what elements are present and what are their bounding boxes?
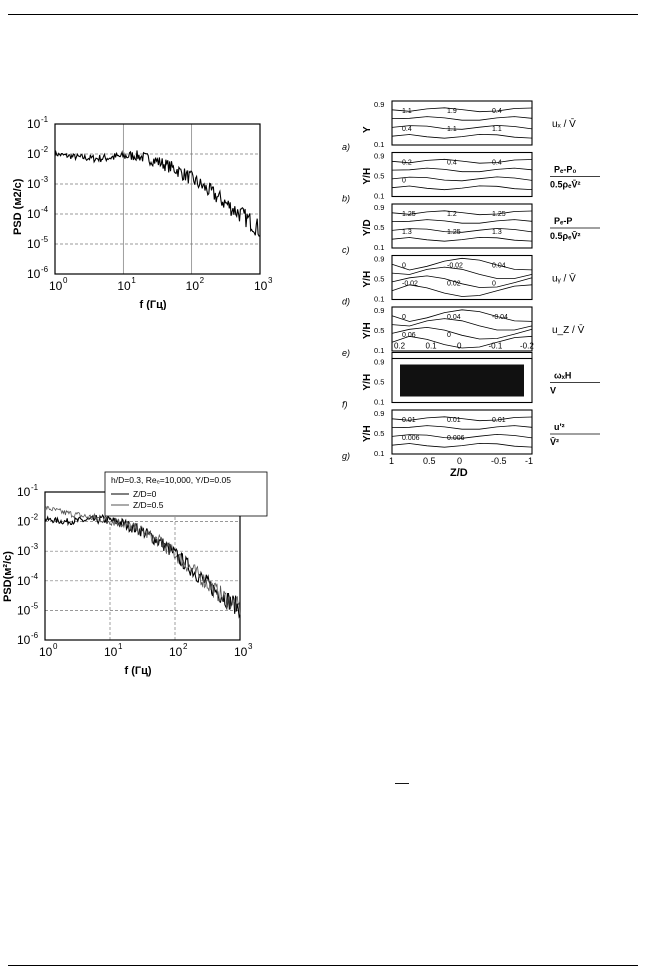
x-tick-exponent: 0	[63, 276, 68, 285]
contour-line	[392, 237, 532, 241]
y-tick-label: 10	[17, 603, 31, 618]
x-tick-exponent: 3	[248, 642, 253, 651]
panel-a	[342, 100, 576, 152]
x-axis-label: f (Гц)	[124, 665, 152, 677]
header-rule	[8, 14, 638, 15]
panel-quantity-denominator: 0.5ρₑV̄²	[550, 231, 581, 241]
x-tick-label: 10	[39, 645, 53, 659]
y-tick-exponent: -6	[41, 265, 49, 274]
panel-top-axis	[392, 353, 532, 359]
contour-line	[392, 108, 532, 112]
contour-level-label: 0.4	[492, 108, 502, 115]
panel-frame	[392, 101, 532, 145]
panel-letter: f)	[342, 399, 348, 410]
y-tick-label: 0.5	[374, 223, 385, 232]
series-line-PSD	[55, 150, 260, 236]
contour-level-label: 0.4	[447, 159, 457, 167]
panel-y-label: Y/H	[362, 270, 373, 288]
contour-level-label: 1.1	[447, 126, 457, 133]
contour-level-label: 0.01	[402, 417, 416, 424]
y-tick-exponent: -1	[31, 483, 39, 492]
contour-level-label: 0.2	[402, 159, 412, 167]
y-tick-label: 0.9	[374, 203, 385, 212]
y-axis-label: PSD(м²/с)	[2, 551, 14, 602]
top-tick-label: -0.2	[520, 341, 534, 351]
top-tick-label: 0	[457, 341, 462, 351]
x-tick-label: 10	[169, 645, 183, 659]
contour-level-label: 0.01	[492, 417, 506, 424]
contour-stack-figure	[330, 95, 600, 510]
panel-quantity-numerator: ωₓH	[554, 370, 572, 381]
psd-chart-bottom	[0, 470, 290, 680]
contour-level-label: 1.9	[447, 108, 457, 115]
contour-line	[392, 117, 532, 121]
panel-letter: b)	[342, 193, 351, 204]
x-tick-label: 10	[234, 645, 248, 659]
legend-entry: Z/D=0	[133, 489, 157, 499]
x-tick-label: 10	[49, 279, 63, 293]
y-tick-exponent: -6	[31, 631, 39, 640]
y-tick-label: 10	[17, 514, 31, 529]
top-tick-label: 0.1	[425, 341, 437, 351]
contour-line	[392, 134, 532, 138]
legend-title: h/D=0.3, Reₑ=10,000, Y/D=0.05	[111, 475, 231, 485]
panel-letter: d)	[342, 296, 351, 307]
y-tick-exponent: -2	[31, 512, 39, 522]
psd-chart-top	[0, 110, 290, 310]
plot-frame	[55, 124, 260, 274]
y-tick-label: 0.5	[374, 377, 385, 387]
panel-quantity-label: uₓ / V̄	[552, 119, 576, 130]
x-tick-exponent: 1	[131, 276, 136, 285]
top-tick-label: 0.2	[394, 341, 406, 351]
y-tick-label: 10	[27, 267, 41, 281]
panel-quantity-denominator: 0.5ρₑV̄²	[550, 179, 581, 190]
contour-level-label: 1.25	[447, 229, 461, 236]
contour-level-label: -0.02	[447, 262, 463, 270]
panel-quantity-numerator: Pₑ-P	[554, 216, 573, 226]
contour-line	[392, 443, 532, 447]
contour-level-label: 0.4	[492, 159, 502, 167]
panel-quantity-numerator: Pₑ-P₀	[554, 164, 577, 175]
contour-level-label: 1.25	[492, 211, 506, 218]
contour-line	[392, 168, 532, 172]
y-tick-label: 10	[27, 147, 41, 161]
panel-y-label: Y/H	[362, 425, 373, 442]
contour-level-label: -0.04	[492, 314, 508, 321]
contour-line	[392, 159, 532, 163]
legend-entry: Z/D=0.5	[133, 500, 164, 510]
y-tick-exponent: -5	[41, 235, 49, 244]
series-line-ZD0	[45, 515, 240, 616]
contour-level-label: 1.3	[402, 229, 412, 236]
contour-level-label: 0.04	[447, 314, 461, 321]
y-tick-label: 0.1	[374, 346, 385, 355]
contour-level-label: 0	[402, 314, 406, 321]
contour-level-label: 1.3	[492, 229, 502, 236]
panel-e	[342, 306, 585, 358]
contour-level-label: 0.006	[402, 435, 420, 442]
footer-rule	[8, 965, 638, 966]
panel-letter: c)	[342, 245, 350, 255]
panel-c	[342, 203, 600, 255]
contour-line	[392, 220, 532, 224]
y-tick-label: 10	[17, 633, 31, 647]
y-tick-exponent: -1	[41, 115, 49, 124]
panel-g	[342, 409, 600, 461]
panel-quantity-label: u_Z / V̄	[552, 325, 585, 336]
y-tick-exponent: -2	[41, 145, 49, 154]
legend	[105, 472, 267, 516]
y-axis-label: PSD (м2/с)	[12, 178, 24, 235]
x-tick-label: 10	[104, 645, 118, 659]
contour-line	[392, 228, 532, 232]
contour-level-label: 0	[402, 177, 406, 185]
contour-level-label: 0.02	[447, 280, 461, 288]
x-axis-label: f (Гц)	[139, 299, 167, 310]
y-tick-label: 0.5	[374, 326, 385, 335]
contour-level-label: 0	[447, 332, 451, 339]
y-tick-label: 10	[27, 177, 41, 191]
y-tick-label: 10	[27, 237, 41, 251]
x-tick-exponent: 2	[183, 642, 188, 651]
y-tick-label: 10	[17, 573, 31, 588]
top-tick-label: -0.1	[488, 341, 503, 351]
x-tick-label: 10	[185, 279, 200, 293]
panel-letter: e)	[342, 348, 351, 358]
panel-frame	[392, 153, 532, 197]
y-tick-exponent: -4	[31, 571, 39, 581]
x-tick-label: -0.5	[491, 456, 507, 466]
x-axis-label: Z/D	[450, 467, 468, 479]
panel-y-label: Y/D	[362, 219, 373, 236]
vorticity-fill	[400, 365, 524, 397]
panel-letter: g)	[342, 451, 351, 461]
y-tick-label: 0.9	[374, 306, 385, 315]
y-tick-label: 0.1	[374, 243, 385, 252]
contour-level-label: 1.1	[402, 108, 412, 115]
contour-level-label: 0	[402, 262, 406, 270]
panel-quantity-denominator: V	[550, 385, 557, 396]
x-tick-label: 1	[389, 456, 395, 466]
y-tick-label: 0.1	[374, 449, 385, 458]
y-tick-label: 0.5	[374, 429, 385, 438]
x-tick-label: -1	[525, 456, 534, 466]
contour-line	[392, 186, 532, 190]
y-tick-label: 0.1	[374, 140, 385, 149]
x-tick-label: 10	[117, 279, 131, 293]
panel-y-label: Y/H	[362, 322, 373, 339]
x-tick-exponent: 2	[199, 276, 205, 285]
panel-y-label: Y/H	[362, 167, 373, 185]
y-tick-label: 0.9	[374, 100, 385, 109]
panel-quantity-numerator: u'²	[554, 422, 565, 432]
contour-level-label: 0	[492, 280, 496, 288]
panel-y-label: Y/H	[362, 373, 373, 391]
y-tick-label: 0.1	[374, 397, 385, 407]
y-tick-label: 0.9	[374, 151, 385, 161]
panel-y-label: Y	[362, 126, 373, 133]
contour-level-label: -0.02	[402, 280, 418, 288]
y-tick-label: 0.9	[374, 409, 385, 418]
x-tick-label: 10	[254, 279, 268, 293]
y-tick-label: 10	[17, 485, 31, 499]
x-tick-exponent: 1	[118, 642, 123, 651]
y-tick-exponent: -3	[31, 542, 39, 552]
panel-letter: a)	[342, 142, 351, 152]
y-tick-exponent: -4	[41, 205, 49, 214]
y-tick-label: 10	[27, 207, 41, 221]
contour-level-label: 0.06	[402, 332, 416, 339]
contour-level-label: 1.25	[402, 211, 416, 218]
contour-level-label: 0.4	[402, 126, 412, 133]
panel-quantity-label: uᵧ / V̄	[552, 273, 576, 285]
x-tick-label: 0.5	[423, 456, 436, 466]
y-tick-label: 0.1	[374, 294, 385, 304]
y-tick-exponent: -3	[41, 175, 49, 184]
panel-b	[342, 152, 600, 204]
contour-line	[392, 310, 532, 322]
y-tick-label: 10	[27, 117, 41, 131]
contour-line	[392, 125, 532, 129]
contour-level-label: 0.04	[492, 262, 506, 270]
contour-line	[392, 426, 532, 430]
contour-level-label: 0.01	[447, 417, 461, 424]
x-tick-exponent: 0	[53, 642, 58, 651]
contour-level-label: 1.1	[492, 126, 502, 133]
x-tick-exponent: 3	[268, 276, 273, 285]
y-tick-label: 0.1	[374, 191, 385, 201]
y-tick-label: 0.5	[374, 274, 385, 284]
y-tick-label: 10	[17, 544, 31, 559]
y-tick-label: 0.9	[374, 254, 385, 264]
fraction-bar-fragment: —	[395, 774, 409, 790]
y-tick-label: 0.9	[374, 357, 385, 367]
contour-level-label: 0.006	[447, 435, 465, 442]
contour-level-label: 1.2	[447, 211, 457, 218]
y-tick-label: 0.5	[374, 171, 385, 181]
y-tick-exponent: -5	[31, 601, 39, 611]
panel-d	[342, 255, 576, 307]
panel-quantity-denominator: V̄²	[550, 437, 559, 447]
contour-line	[392, 177, 532, 181]
x-tick-label: 0	[457, 456, 463, 466]
